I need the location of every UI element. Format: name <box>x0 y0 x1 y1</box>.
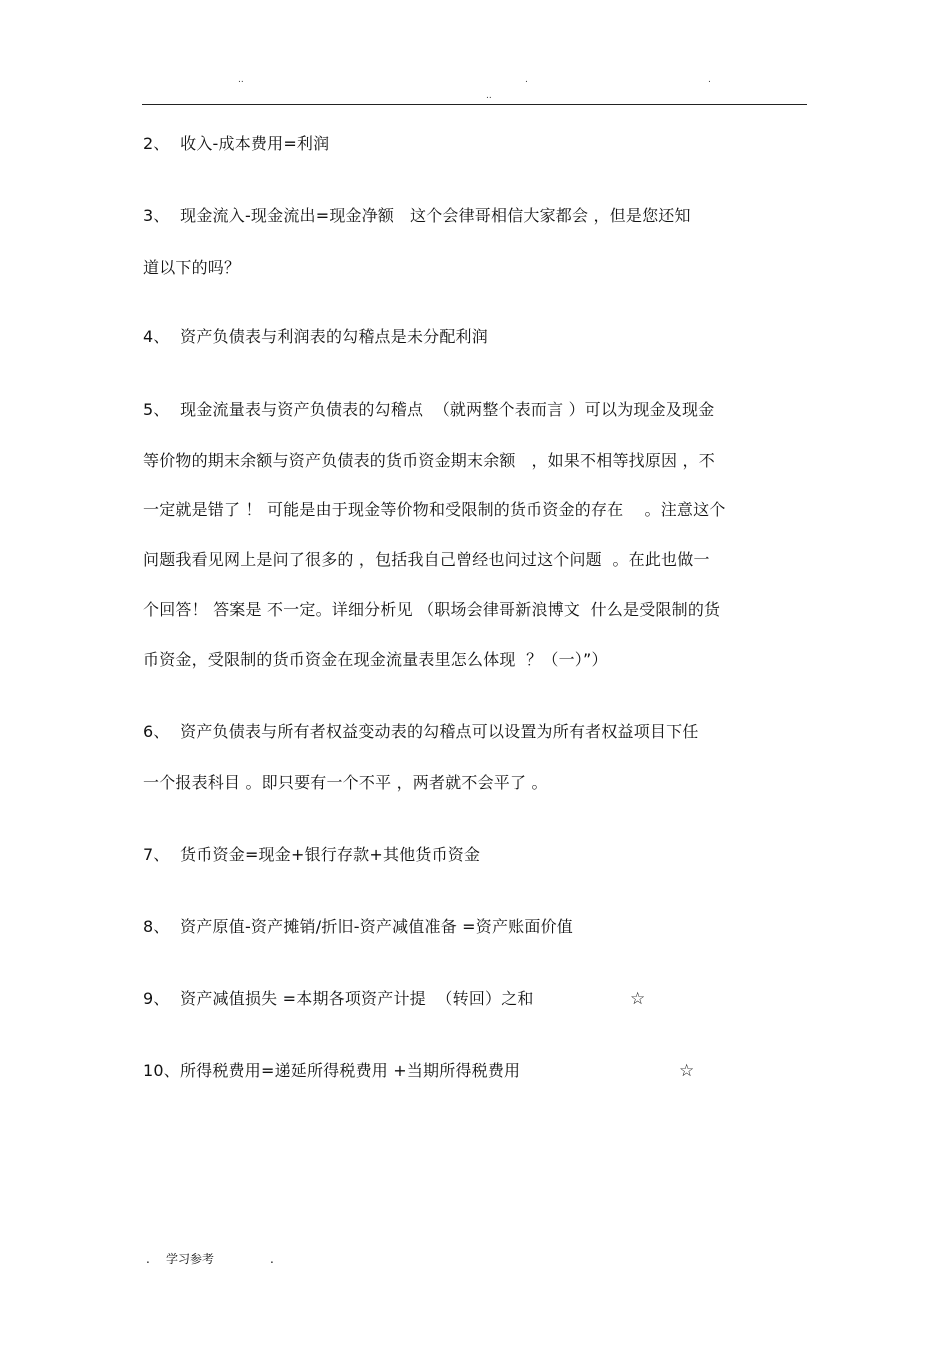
item-3-line-1: 3、 现金流入-现金流出=现金净额 这个会律哥相信大家都会 ，但是您还知 <box>143 206 691 225</box>
item-5-line-6: 币资金，受限制的货币资金在现金流量表里怎么体现 ？（一）”） <box>143 650 608 669</box>
star-icon: ☆ <box>630 989 646 1009</box>
item-4: 4、 资产负债表与利润表的勾稽点是未分配利润 <box>143 327 488 346</box>
footer-dot-right: . <box>270 1252 274 1266</box>
item-9: 9、 资产减值损失 =本期各项资产计提 （转回）之和 <box>143 989 534 1008</box>
item-2: 2、 收入-成本费用=利润 <box>143 134 330 153</box>
item-5-line-1: 5、 现金流量表与资产负债表的勾稽点 （就两整个表而言 ）可以为现金及现金 <box>143 400 715 419</box>
item-5-line-2: 等价物的期末余额与资产负债表的货币资金期末余额 ，如果不相等找原因 ，不 <box>143 451 715 470</box>
item-6-line-1: 6、 资产负债表与所有者权益变动表的勾稽点可以设置为所有者权益项目下任 <box>143 722 699 741</box>
header-mark-1: .. <box>238 75 244 85</box>
header-mark-3: . <box>708 75 711 85</box>
item-6-line-2: 一个报表科目 。即只要有一个不平 ，两者就不会平了 。 <box>143 773 548 792</box>
item-5-line-5: 个回答！ 答案是 不一定。详细分析见 （职场会律哥新浪博文 什么是受限制的货 <box>143 600 721 619</box>
header-mark-2: . <box>525 75 528 85</box>
item-7: 7、 货币资金=现金+银行存款+其他货币资金 <box>143 845 481 864</box>
item-5-line-3: 一定就是错了 ！ 可能是由于现金等价物和受限制的货币资金的存在 。注意这个 <box>143 500 726 519</box>
item-8: 8、 资产原值-资产摊销/折旧-资产减值准备 =资产账面价值 <box>143 917 573 936</box>
header-mark-4: .. <box>486 91 492 101</box>
item-10: 10、所得税费用=递延所得税费用 +当期所得税费用 <box>143 1061 521 1080</box>
footer-dot-left: . <box>146 1252 150 1266</box>
star-icon: ☆ <box>679 1061 695 1081</box>
header-rule <box>142 104 807 105</box>
item-5-line-4: 问题我看见网上是问了很多的 ，包括我自己曾经也问过这个问题 。在此也做一 <box>143 550 710 569</box>
item-3-line-2: 道以下的吗？ <box>143 258 241 277</box>
footer-label: 学习参考 <box>166 1252 215 1266</box>
